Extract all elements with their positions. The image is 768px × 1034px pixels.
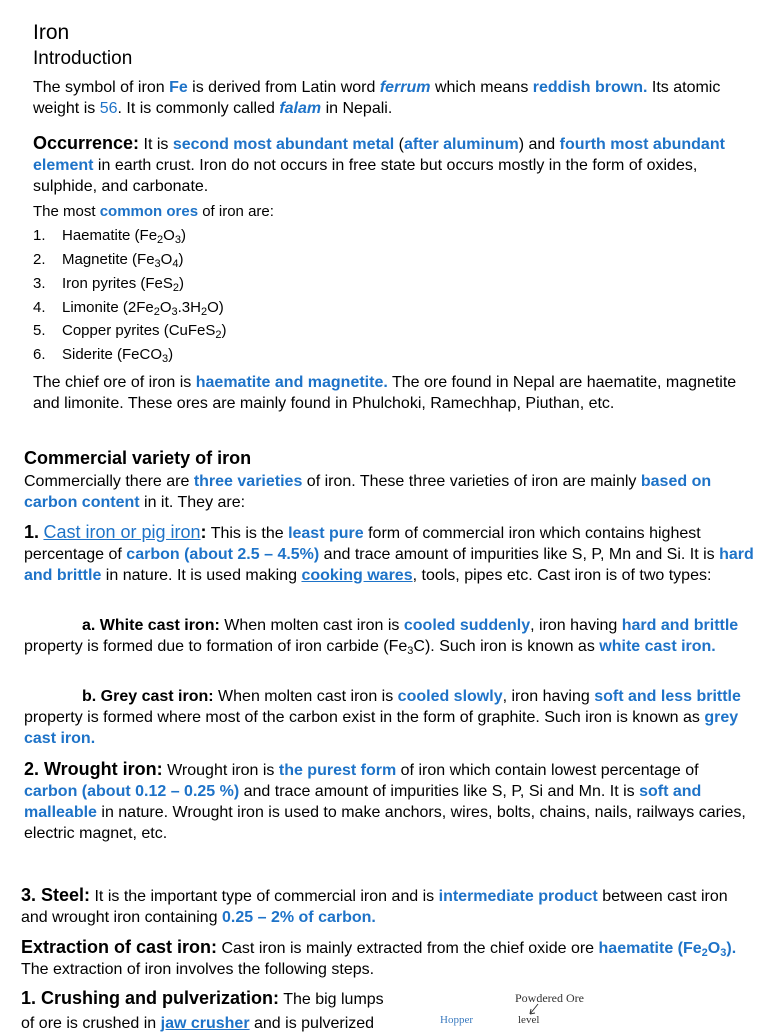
list-number: 6. — [33, 346, 46, 363]
highlight-based-on-carbon: based on carbon content — [24, 473, 712, 511]
text: : — [200, 522, 207, 542]
ore-name: ) — [221, 322, 227, 339]
commercial-paragraph — [24, 471, 754, 513]
text: . It is commonly called — [117, 100, 280, 117]
list-number: 3. — [33, 275, 46, 292]
item-number: 1. — [24, 522, 40, 542]
crushing-paragraph — [21, 988, 428, 1010]
chief-ore-paragraph — [33, 372, 754, 414]
highlight-fourth-most: fourth most abundant element — [33, 136, 725, 174]
list-number: 5. — [33, 322, 46, 339]
text: , tools, pipes etc. Cast iron is of two types: — [412, 567, 712, 584]
list-number: 2. — [33, 251, 46, 268]
text: ) and — [518, 136, 560, 153]
highlight-atomic-weight: 56 — [99, 100, 118, 117]
crushing-label: 1. Crushing and pulverization: — [21, 988, 280, 1008]
ore-name: .3H — [177, 299, 201, 316]
subscript: 3 — [407, 645, 414, 657]
list-number: 1. — [33, 227, 46, 244]
cast-iron-title: Cast iron or pig iron — [43, 522, 201, 542]
highlight-soft-less-brittle: soft and less brittle — [594, 688, 741, 705]
ore-name: Siderite (FeCO — [62, 346, 163, 363]
text: of iron which contain lowest percentage of — [396, 762, 699, 779]
text: property is formed due to formation of iron carbide (Fe — [24, 638, 408, 655]
highlight-three-varieties: three varieties — [193, 473, 303, 490]
text: in nature. It is used making — [101, 567, 302, 584]
text: between cast iron and wrought iron containing — [21, 888, 728, 926]
steel-label: 3. Steel: — [21, 885, 91, 905]
subscript: 3 — [154, 258, 161, 270]
text: It is the important type of commercial iron and is — [90, 888, 439, 905]
extraction-paragraph — [21, 937, 754, 980]
ore-name: Copper pyrites (CuFeS — [62, 322, 216, 339]
diagram-arrow-icon — [440, 988, 760, 1024]
ore-name: ) — [178, 251, 184, 268]
occurrence-paragraph — [33, 133, 754, 197]
highlight-hard-brittle: hard and brittle — [621, 617, 739, 634]
ore-name: Limonite (2Fe — [62, 299, 154, 316]
text: of iron. These three varieties of iron are mainly — [302, 473, 641, 490]
text: is derived from Latin word — [187, 79, 380, 96]
ore-name: O) — [207, 299, 224, 316]
ore-list-item — [33, 275, 184, 293]
highlight-purest-form: the purest form — [278, 762, 397, 779]
diagram-label: level — [518, 1014, 540, 1026]
white-cast-iron-label: a. White cast iron: — [82, 617, 220, 634]
text: ( — [394, 136, 404, 153]
common-ores-intro — [33, 201, 754, 222]
grey-cast-iron-label: b. Grey cast iron: — [82, 688, 214, 705]
ore-name: O — [160, 251, 173, 268]
text: Wrought iron is — [162, 762, 279, 779]
highlight-reddish-brown: reddish brown. — [532, 79, 648, 96]
commercial-heading: Commercial variety of iron — [24, 448, 252, 468]
white-cast-iron-paragraph — [24, 615, 754, 657]
highlight-fe: Fe — [169, 79, 188, 96]
highlight-haematite: ). — [726, 940, 737, 957]
subscript: 2 — [172, 282, 179, 294]
text: , iron having — [502, 688, 595, 705]
ore-list-item — [33, 227, 186, 245]
highlight-after-aluminum: after aluminum — [404, 136, 519, 153]
intro-paragraph — [33, 77, 754, 119]
highlight-haematite: haematite (Fe — [598, 940, 702, 957]
subscript: 3 — [174, 234, 181, 246]
highlight-chief-ores: haematite and magnetite. — [195, 374, 388, 391]
text: When molten cast iron is — [219, 617, 404, 634]
highlight-cooking-wares: cooking wares — [301, 567, 413, 584]
ore-name: Iron pyrites (FeS — [62, 275, 173, 292]
ore-name: ) — [180, 227, 186, 244]
text: When molten cast iron is — [213, 688, 398, 705]
text: Cast iron is mainly extracted from the chief oxide ore — [217, 940, 599, 957]
diagram-label: Hopper — [440, 1014, 473, 1026]
wrought-iron-label: 2. Wrought iron: — [24, 759, 163, 779]
ore-name: ) — [168, 346, 174, 363]
cast-iron-paragraph — [24, 522, 754, 586]
highlight-cooled-slowly: cooled slowly — [397, 688, 503, 705]
highlight-least-pure: least pure — [288, 525, 364, 542]
ore-list-item — [33, 346, 173, 364]
text: form of commercial iron which contains highest percentage of — [24, 525, 701, 563]
ore-name: Haematite (Fe — [62, 227, 158, 244]
highlight-carbon-range: carbon (about 2.5 – 4.5%) — [126, 546, 320, 563]
grey-cast-iron-paragraph — [24, 686, 754, 749]
text: in Nepali. — [321, 100, 393, 117]
subscript: 2 — [701, 947, 708, 959]
ore-name: ) — [179, 275, 184, 292]
list-number: 4. — [33, 299, 46, 316]
text: Commercially there are — [24, 473, 194, 490]
subscript: 4 — [172, 258, 179, 270]
text: in nature. Wrought iron is used to make anchors, wires, bolts, chains, nails, railways caries, electric magnet, etc. — [24, 804, 746, 842]
text: The big lumps — [279, 991, 384, 1008]
highlight-cooled-suddenly: cooled suddenly — [403, 617, 531, 634]
text: This is the — [206, 525, 289, 542]
text: The ore found in Nepal are haematite, magnetite and limonite. These ores are mainly found in Phulchoki, Ramechhap, Piuthan, etc. — [33, 374, 737, 412]
extraction-label: Extraction of cast iron: — [21, 937, 218, 957]
highlight-intermediate-product: intermediate product — [438, 888, 598, 905]
text: property is formed where most of the carbon exist in the form of graphite. Such iron is known as — [24, 709, 705, 726]
diagram-label: Powdered Ore — [515, 991, 584, 1005]
occurrence-heading: Occurrence: — [33, 133, 140, 153]
text: The symbol of iron — [33, 79, 170, 96]
steel-paragraph — [21, 885, 754, 928]
text: and trace amount of impurities like S, P, Si and Mn. It is — [239, 783, 640, 800]
highlight-second-most: second most abundant metal — [172, 136, 395, 153]
highlight-haematite: O — [707, 940, 721, 957]
ore-name: O — [159, 299, 172, 316]
subscript: 3 — [162, 353, 169, 365]
subscript: 2 — [157, 234, 164, 246]
subscript: 2 — [153, 306, 160, 318]
ore-name: Magnetite (Fe — [62, 251, 155, 268]
highlight-falam: falam — [279, 100, 322, 117]
text: It is — [139, 136, 173, 153]
text: of iron are: — [198, 203, 274, 220]
subscript: 3 — [720, 947, 727, 959]
ore-list-item — [33, 299, 224, 317]
highlight-common-ores: common ores — [99, 203, 199, 220]
highlight-hard-brittle: hard and brittle — [24, 546, 754, 584]
highlight-jaw-crusher: jaw crusher — [160, 1015, 250, 1032]
ore-list-item — [33, 251, 183, 269]
text: and is pulverized — [249, 1015, 375, 1032]
highlight-steel-carbon: 0.25 – 2% of carbon. — [222, 909, 376, 926]
text: which means — [430, 79, 533, 96]
highlight-white-cast-iron: white cast iron. — [599, 638, 716, 655]
ore-list-item — [33, 322, 227, 340]
highlight-carbon-range: carbon (about 0.12 – 0.25 %) — [24, 783, 240, 800]
highlight-grey-cast-iron: grey cast iron. — [24, 709, 739, 747]
text: , iron having — [530, 617, 622, 634]
subscript: 2 — [200, 306, 208, 318]
text: in earth crust. Iron do not occurs in free state but occurs mostly in the form of oxides, sulphide, and carbonate. — [33, 157, 698, 195]
wrought-iron-paragraph — [24, 759, 754, 844]
text: Its atomic weight is — [33, 79, 721, 117]
ore-name: O — [163, 227, 175, 244]
page-title: Iron — [33, 21, 70, 44]
text: The extraction of iron involves the following steps. — [21, 961, 375, 978]
blast-furnace-diagram — [440, 988, 760, 1024]
subscript: 3 — [171, 306, 178, 318]
text: and trace amount of impurities like S, P, Mn and Si. It is — [319, 546, 720, 563]
text: The chief ore of iron is — [33, 374, 196, 391]
text: of ore is crushed in — [21, 1015, 161, 1032]
highlight-soft-malleable: soft and malleable — [24, 783, 702, 821]
highlight-ferrum: ferrum — [379, 79, 431, 96]
text: The most — [33, 203, 100, 220]
text: C). Such iron is known as — [413, 638, 600, 655]
text: in it. They are: — [139, 494, 246, 511]
intro-heading: Introduction — [33, 48, 133, 69]
subscript: 2 — [215, 329, 222, 341]
